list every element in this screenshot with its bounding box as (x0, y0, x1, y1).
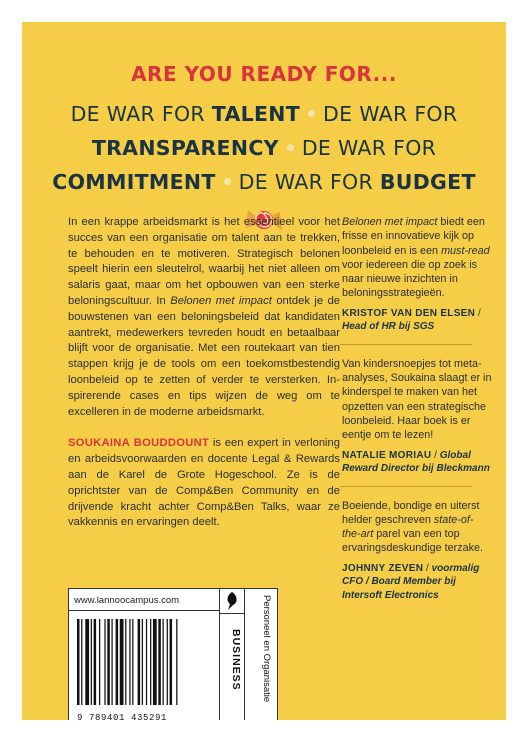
isbn-number: 9 789401 435291 (77, 713, 168, 720)
blurb-paragraph: In een krappe arbeidsmarkt is het essentieel voor het succes van een organisatie om talent aan te trekken, te behouden en te motiveren. Strategisch belonen speelt hierin een sleutelrol, waarbij het niet alleen om salaris gaat, maar om het opbouwen van een sterke beloningscultuur. In Belonen met impact ontdek je de bouwstenen van een beloningsbeleid dat kandidaten aantrekt, medewerkers tevreden houdt en betaalbaar blijft voor de organisatie. Met een routekaart van tien stappen krijg je de tools om een toekomstbestendig loonbeleid op te zetten of verder te versterken. Inspirerende cases en tips wijzen de weg om te excelleren in de moderne arbeidsmarkt. (68, 216, 341, 418)
separator-dot (287, 144, 294, 151)
barcode-bar (94, 619, 97, 705)
publisher-url: www.lannoocampus.com (74, 595, 180, 606)
barcode-bar (163, 619, 164, 705)
eyebrow-heading: ARE YOU READY FOR... (131, 62, 397, 86)
barcode-bar (104, 619, 105, 705)
barcode-bar (125, 619, 126, 705)
barcode-bar (111, 619, 112, 705)
author-bio: SOUKAINA BOUDDOUNT is een expert in verloning en arbeidsvoorwaarden en docente Legal & Rewards aan de Karel de Grote Hogeschool. Ze is de oprichtster van de Comp&Ben Community en de drijvende kracht achter Comp&Ben Talks, waar ze vakkennis en ervaringen deelt. (68, 437, 340, 529)
headline-line-1: DE WAR FOR TALENT DE WAR FOR (70, 102, 458, 126)
barcode-bar (150, 619, 151, 705)
endorsements-column (342, 215, 492, 602)
blurb-column (68, 215, 340, 531)
category-panel (220, 588, 278, 720)
barcode-bar (132, 619, 133, 705)
back-cover (22, 22, 506, 720)
barcode-bar (138, 619, 141, 705)
barcode-bar (99, 619, 100, 705)
endorsement-author: JOHNNY ZEVEN / voormalig CFO / Board Member bij Intersoft Electronics (342, 562, 480, 601)
headline-line-2: TRANSPARENCY DE WAR FOR (91, 136, 437, 160)
barcode-bar (158, 619, 161, 705)
barcode-bar (142, 619, 143, 705)
author-name: SOUKAINA BOUDDOUNT (68, 437, 210, 450)
subcategory-label: Personeel en Organisatie (261, 595, 272, 703)
endorsement-author: KRISTOF VAN DEN ELSEN / Head of HR bij SGS (342, 307, 481, 333)
publisher-logo-icon (220, 589, 244, 613)
barcode-bar (120, 619, 124, 705)
barcode (77, 619, 205, 705)
endorsement-quote: Belonen met impact biedt een frisse en innovatieve kijk op loonbeleid en is een must-read voor iedereen die op zoek is naar nieuwe inzichten in beloningsstrategieën. (342, 216, 490, 300)
separator-dot (224, 178, 231, 185)
barcode-bar (146, 619, 147, 705)
barcode-bar (176, 619, 177, 705)
barcode-box (68, 588, 220, 720)
separator-dot (308, 110, 315, 117)
category-label: BUSINESS (230, 629, 242, 691)
divider (340, 486, 472, 487)
endorsement-quote: Boeiende, bondige en uiterst helder geschreven state-of-the-art parel van een top ervaringsdeskundige terzake. (342, 499, 484, 555)
barcode-bar (81, 619, 82, 705)
barcode-bar (91, 619, 92, 705)
divider (340, 344, 472, 345)
endorsement-quote: Van kindersnoepjes tot meta-analyses, Soukaina slaagt er in kinderspel te maken van het opzetten van een strategische loonbeleid. Haar boek is er eentje om te lezen! (342, 357, 492, 442)
endorsement-author: NATALIE MORIAU / Global Reward Director bij Bleckmann (342, 449, 490, 475)
barcode-bar (170, 619, 173, 705)
barcode-bar (129, 619, 130, 705)
barcode-bar (116, 619, 119, 705)
barcode-bar (167, 619, 168, 705)
headline-line-3: COMMITMENT DE WAR FOR BUDGET (52, 170, 476, 194)
barcode-bar (77, 619, 80, 705)
barcode-bar (107, 619, 110, 705)
barcode-bar (85, 619, 89, 705)
publisher-logo (220, 589, 245, 614)
barcode-bar (153, 619, 157, 705)
